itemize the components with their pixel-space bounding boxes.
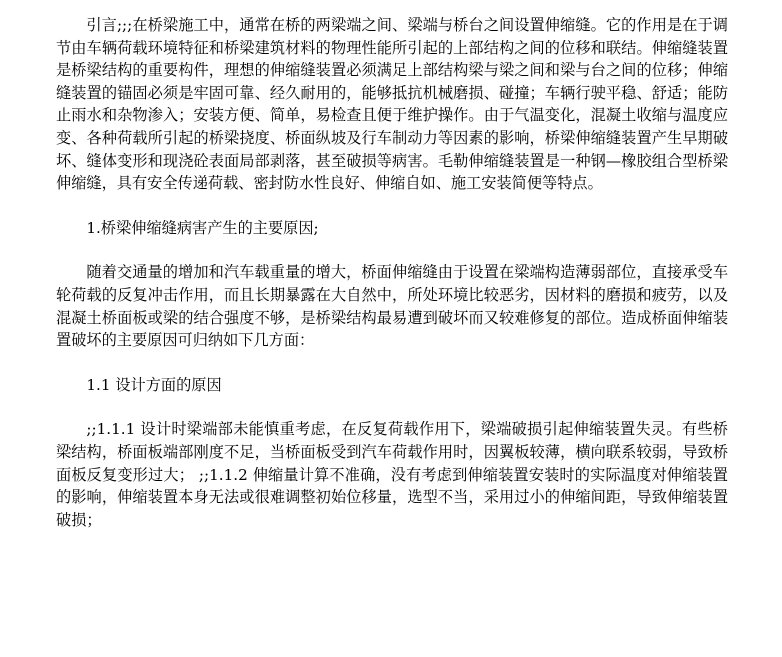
section-heading-1-1: 1.1 设计方面的原因 xyxy=(86,375,222,394)
document-page xyxy=(56,14,728,531)
causes-paragraph: 随着交通量的增加和汽车载重量的增大，桥面伸缩缝由于设置在梁端构造薄弱部位，直接承受车轮荷载的反复冲击作用，而且长期暴露在大自然中，所处环境比较恶劣，因材料的磨损和疲劳，以及混凝土桥面板或梁的结合强度不够，是桥梁结构最易遭到破坏而又较难修复的部位。造成桥面伸缩装置破坏的主要原因可归纳如下几方面： xyxy=(56,263,728,350)
section-heading-1: 1.桥梁伸缩缝病害产生的主要原因; xyxy=(86,218,319,237)
design-causes-paragraph: ;;1.1.1 设计时梁端部未能慎重考虑，在反复荷载作用下，梁端破损引起伸缩装置失灵。有些桥梁结构，桥面板端部刚度不足，当桥面板受到汽车荷载作用时，因翼板较薄，横向联系较弱，导致桥面板反复变形过大； ;;1.1.2 伸缩量计算不准确，没有考虑到伸缩装置安装时的实际温度对伸缩装置的影响，伸缩装置本身无法或很难调整初始位移量，选型不当，采用过小的伸缩间距，导致伸缩装置破损； xyxy=(56,420,728,529)
intro-paragraph: 引言;;;在桥梁施工中，通常在桥的两梁端之间、梁端与桥台之间设置伸缩缝。它的作用是在于调节由车辆荷载环境特征和桥梁建筑材料的物理性能所引起的上部结构之间的位移和联结。伸缩缝装置是桥梁结构的重要构件，理想的伸缩缝装置必须满足上部结构梁与梁之间和梁与台之间的位移；伸缩缝装置的锚固必须是牢固可靠、经久耐用的，能够抵抗机械磨损、碰撞；车辆行驶平稳、舒适；能防止雨水和杂物渗入；安装方便、简单，易检查且便于维护操作。由于气温变化，混凝土收缩与温度应变、各种荷载所引起的桥梁挠度、桥面纵坡及行车制动力等因素的影响，桥梁伸缩缝装置产生早期破坏、缝体变形和现浇砼表面局部剥落，甚至破损等病害。毛勒伸缩缝装置是一种钢—橡胶组合型桥梁伸缩缝，具有安全传递荷载、密封防水性良好、伸缩自如、施工安装简便等特点。 xyxy=(56,16,728,193)
